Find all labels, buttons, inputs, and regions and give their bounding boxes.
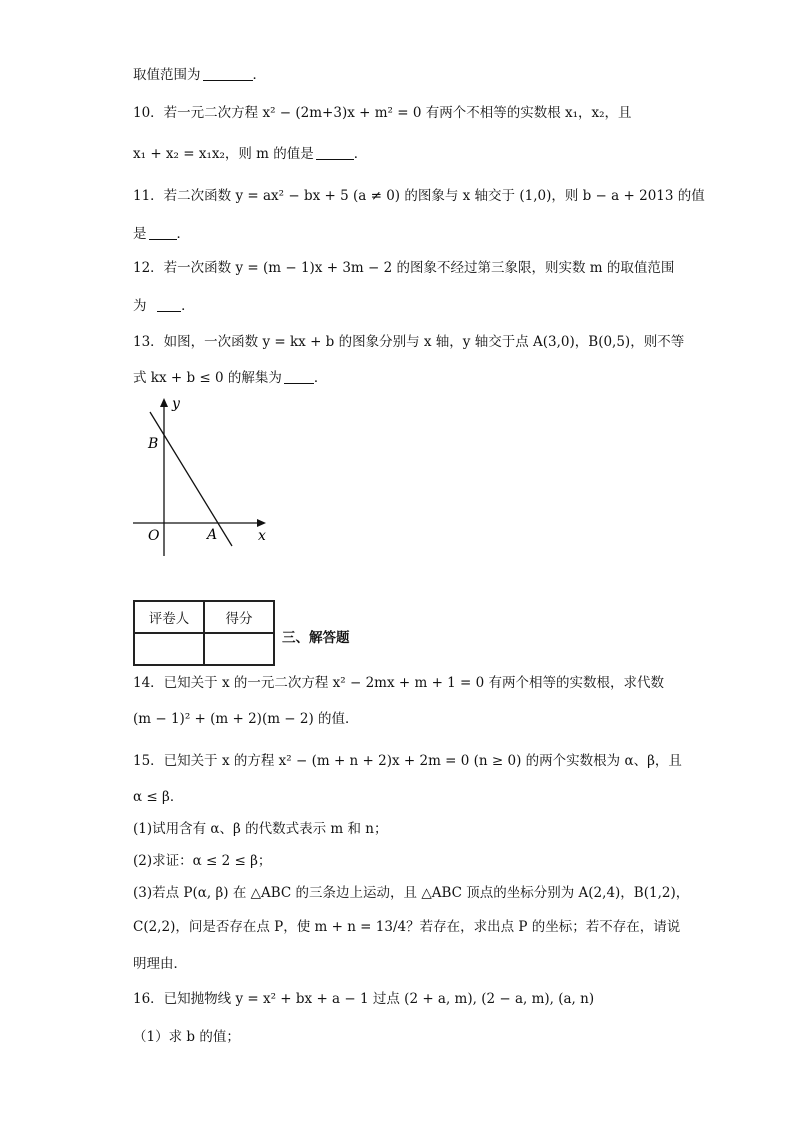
- function-line: [150, 412, 232, 546]
- line-q16: 16．已知抛物线 y = x² + bx + a − 1 过点 (2 + a, m), (2 − a, m), (a, n): [133, 991, 595, 1007]
- line-q9-tail: [133, 66, 266, 84]
- line-q10: 10．若一元二次方程 x² − (2m+3)x + m² = 0 有两个不相等的实数根 x₁，x₂，且: [133, 105, 632, 121]
- text: 式 kx + b ≤ 0 的解集为: [133, 370, 282, 386]
- line-q12-cont: [133, 297, 195, 315]
- text: 是: [133, 226, 147, 242]
- origin-label: O: [148, 528, 160, 544]
- line-q14-cont: (m − 1)² + (m + 2)(m − 2) 的值．: [133, 711, 359, 727]
- point-b-label: B: [148, 436, 159, 452]
- linear-function-graph: [128, 392, 278, 557]
- point-a-label: A: [207, 527, 218, 543]
- x-axis-label: x: [258, 528, 266, 544]
- line-q13: 13．如图，一次函数 y = kx + b 的图象分别与 x 轴，y 轴交于点 A(3,0)，B(0,5)，则不等: [133, 334, 685, 350]
- line-q15-part3: (3)若点 P(α, β) 在 △ABC 的三条边上运动，且 △ABC 顶点的坐标分别为 A(2,4)，B(1,2)，: [133, 885, 690, 901]
- text: ．: [176, 226, 190, 242]
- grader-cell: [134, 633, 204, 665]
- line-q14: 14．已知关于 x 的一元二次方程 x² − 2mx + m + 1 = 0 有两个相等的实数根，求代数: [133, 675, 665, 691]
- line-q15-part2: (2)求证：α ≤ 2 ≤ β；: [133, 853, 272, 869]
- x-axis-arrow: [257, 519, 266, 527]
- y-axis-label: y: [172, 396, 180, 412]
- answer-blank: [157, 298, 181, 312]
- score-table: [133, 600, 275, 666]
- text: x₁ + x₂ = x₁x₂，则 m 的值是: [133, 146, 314, 162]
- line-q15-part1: (1)试用含有 α、β 的代数式表示 m 和 n；: [133, 821, 388, 837]
- line-q16-part1: （1）求 b 的值；: [133, 1029, 240, 1045]
- line-q15-cont: α ≤ β．: [133, 789, 184, 805]
- text: ．: [353, 146, 368, 162]
- text: 为: [133, 298, 147, 314]
- text: ．: [252, 67, 266, 83]
- line-q15: 15．已知关于 x 的方程 x² − (m + n + 2)x + 2m = 0 (n ≥ 0) 的两个实数根为 α、β，且: [133, 753, 682, 769]
- text: 取值范围为: [133, 67, 201, 83]
- y-axis-arrow: [160, 398, 168, 407]
- answer-blank: [149, 226, 177, 240]
- score-header: 得分: [204, 601, 274, 633]
- line-q15-part3-cont: C(2,2)，问是否存在点 P，使 m + n = 13/4？若存在，求出点 P 的坐标；若不存在，请说: [133, 919, 681, 935]
- answer-blank: [203, 67, 253, 81]
- line-q11-cont: [133, 225, 190, 243]
- line-q11: 11．若二次函数 y = ax² − bx + 5 (a ≠ 0) 的图象与 x 轴交于 (1,0)，则 b − a + 2013 的值: [133, 188, 705, 204]
- line-q13-cont: [133, 369, 327, 387]
- line-q15-part3-end: 明理由．: [133, 956, 187, 972]
- text: ．: [181, 298, 195, 314]
- grader-header: 评卷人: [134, 601, 204, 633]
- text: ．: [313, 370, 328, 386]
- answer-blank: [284, 370, 314, 384]
- answer-blank: [316, 146, 354, 160]
- section-title: 三、解答题: [282, 630, 350, 646]
- line-q12: 12．若一次函数 y = (m − 1)x + 3m − 2 的图象不经过第三象限，则实数 m 的取值范围: [133, 260, 675, 276]
- line-q10-cont: [133, 145, 367, 163]
- score-cell: [204, 633, 274, 665]
